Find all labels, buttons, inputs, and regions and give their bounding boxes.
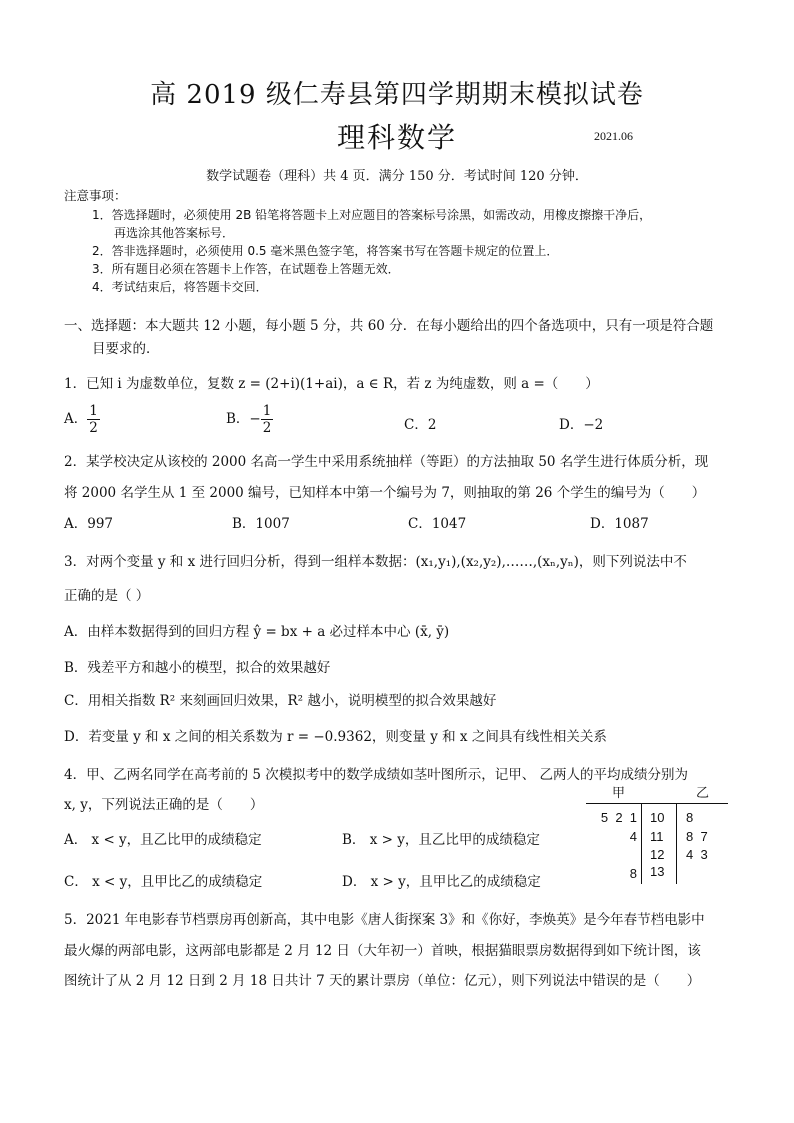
- stem-leaf-stem-row-3: 12: [650, 847, 665, 862]
- stem-leaf-right-row-1: 8: [686, 810, 694, 825]
- notice-item-2: 2．答非选择题时，必须使用 0.5 毫米黑色签字笔，将答案书写在答题卡规定的位置上．: [92, 244, 559, 258]
- notice-item-1: 1．答选择题时，必须使用 2B 铅笔将答题卡上对应题目的答案标号涂黑，如需改动，用橡皮擦擦干净后，: [92, 208, 652, 222]
- question-4-option-a: A． x < y，且乙比甲的成绩稳定: [64, 832, 262, 848]
- exam-title: 高 2019 级仁寿县第四学期期末模拟试卷: [150, 80, 644, 110]
- question-2-option-b: B．1007: [232, 516, 290, 532]
- question-1-option-c: C．2: [404, 417, 437, 433]
- exam-date: 2021.06: [594, 129, 633, 143]
- stem-leaf-plot: [586, 776, 730, 886]
- question-2-text: 2．某学校决定从该校的 2000 名高一学生中采用系统抽样（等距）的方法抽取 50 名学生进行体质分析，现: [64, 454, 709, 470]
- stem-leaf-right-rule: [676, 804, 677, 884]
- notice-item-4: 4．考试结束后，将答题卡交回．: [92, 280, 268, 294]
- stem-leaf-stem-row-4: 13: [650, 864, 665, 879]
- question-2-option-c: C．1047: [408, 516, 467, 532]
- question-3-option-a: A．由样本数据得到的回归方程 ŷ = bx + a 必过样本中心 (x̄, ȳ): [64, 624, 450, 640]
- stem-leaf-right-row-3: 4 3: [686, 847, 708, 862]
- question-5-text-cont-2: 图统计了从 2 月 12 日到 2 月 18 日共计 7 天的累计票房（单位：亿元），则下列说法中错误的是（ ）: [64, 973, 701, 989]
- question-3-option-d: D．若变量 y 和 x 之间的相关系数为 r = −0.9362，则变量 y 和 x 之间具有线性相关关系: [64, 729, 607, 745]
- exam-intro: 数学试题卷（理科）共 4 页．满分 150 分．考试时间 120 分钟．: [206, 169, 588, 184]
- notice-item-3: 3．所有题目必须在答题卡上作答，在试题卷上答题无效．: [92, 262, 400, 276]
- question-2-option-a: A．997: [64, 516, 114, 532]
- question-4-option-d: D． x > y，且甲比乙的成绩稳定: [342, 874, 541, 890]
- question-4-text: 4．甲、乙两名同学在高考前的 5 次模拟考中的数学成绩如茎叶图所示，记甲、 乙两人的平均成绩分别为: [64, 767, 689, 783]
- stem-leaf-divider: [586, 803, 728, 804]
- question-1-option-b: B．− $\frac{1}{2}$: [226, 403, 272, 436]
- stem-leaf-left-header: 甲: [612, 785, 626, 800]
- question-5-text-cont-1: 最火爆的两部电影，这两部电影都是 2 月 12 日（大年初一）首映，根据猫眼票房数据得到如下统计图，该: [64, 943, 701, 959]
- stem-leaf-right-row-2: 8 7: [686, 829, 708, 844]
- question-2-text-cont: 将 2000 名学生从 1 至 2000 编号，已知样本中第一个编号为 7，则抽取的第 26 个学生的编号为（ ）: [64, 485, 706, 501]
- question-1-option-a: A． $\frac{1}{2}$: [64, 403, 98, 436]
- stem-leaf-left-row-4: 8: [629, 866, 637, 881]
- question-1-option-d: D．−2: [559, 417, 604, 433]
- stem-leaf-stem-row-1: 10: [650, 810, 665, 825]
- stem-leaf-left-row-2: 4: [629, 829, 637, 844]
- question-4-text-cont: x, y，下列说法正确的是（ ）: [64, 797, 264, 813]
- stem-leaf-stem-row-2: 11: [650, 829, 664, 844]
- stem-leaf-left-row-1: 5 2 1: [600, 810, 637, 825]
- question-3-option-b: B．残差平方和越小的模型，拟合的效果越好: [64, 660, 331, 676]
- question-5-text: 5．2021 年电影春节档票房再创新高，其中电影《唐人街探案 3》和《你好，李焕英》是今年春节档电影中: [64, 912, 705, 928]
- notice-item-1-cont: 再选涂其他答案标号．: [114, 226, 235, 240]
- question-2-option-d: D．1087: [590, 516, 649, 532]
- question-1-text: 1．已知 i 为虚数单位，复数 z = (2+i)(1+ai)，a ∈ R，若 z 为纯虚数，则 a =（ ）: [64, 376, 599, 392]
- question-4-option-c: C． x < y，且甲比乙的成绩稳定: [64, 874, 263, 890]
- stem-leaf-left-rule: [641, 804, 642, 884]
- notice-heading: 注意事项：: [64, 188, 127, 203]
- question-3-text: 3．对两个变量 y 和 x 进行回归分析，得到一组样本数据：(x₁,y₁),(x₂,y₂),……,(xₙ,yₙ)，则下列说法中不: [64, 554, 687, 570]
- question-3-option-c: C．用相关指数 R² 来刻画回归效果，R² 越小，说明模型的拟合效果越好: [64, 693, 497, 709]
- question-3-text-cont: 正确的是（ ）: [64, 588, 150, 604]
- section-heading-cont: 目要求的．: [92, 341, 160, 357]
- exam-subject: 理科数学: [336, 121, 457, 154]
- section-heading: 一、选择题：本大题共 12 小题，每小题 5 分，共 60 分．在每小题给出的四个备选项中，只有一项是符合题: [64, 318, 714, 334]
- question-4-option-b: B． x > y，且乙比甲的成绩稳定: [342, 832, 540, 848]
- stem-leaf-right-header: 乙: [696, 785, 710, 800]
